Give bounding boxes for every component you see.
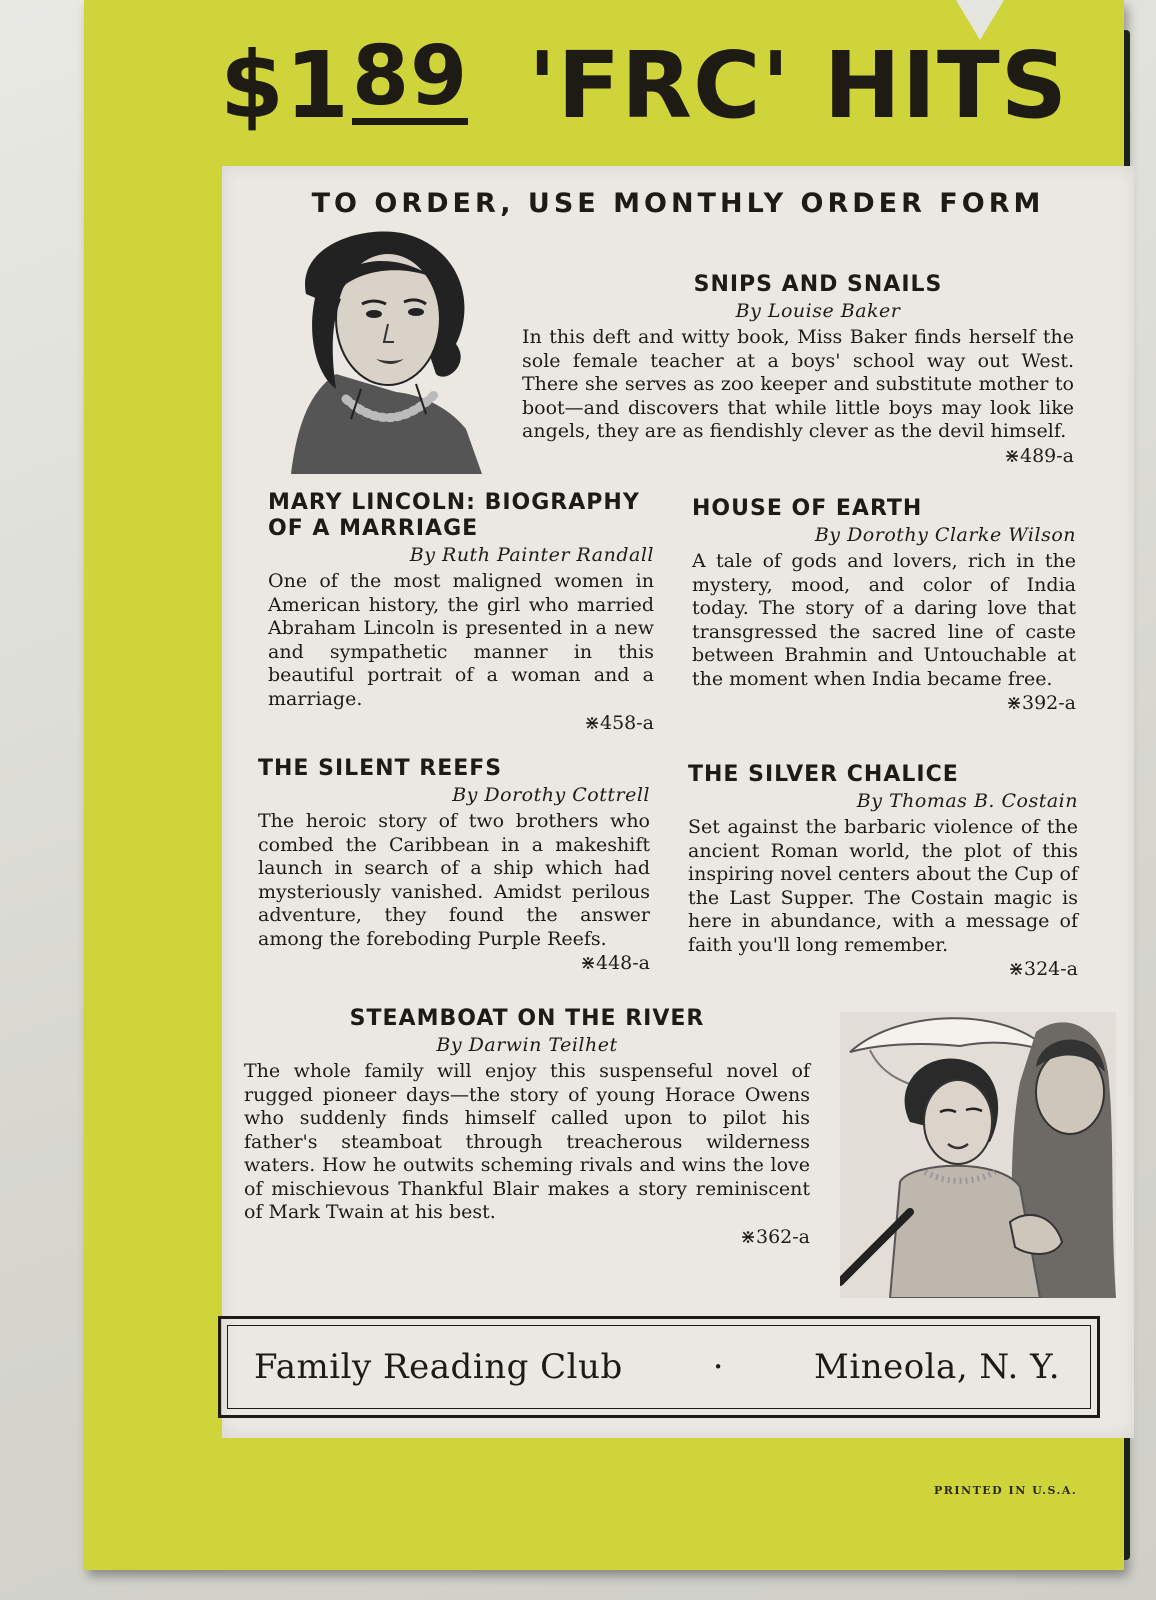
book-title: HOUSE OF EARTH [692, 496, 923, 521]
booklet-back-cover [84, 0, 1124, 1570]
book-code: ⋇489-a [1004, 444, 1074, 467]
couple-with-parasol-illustration [840, 1012, 1116, 1298]
book-entry [244, 1006, 810, 1249]
book-description: The heroic story of two brothers who combed the Caribbean in a makeshift launch in search of a ship which had mysteriously vanished. Amidst perilous adventure, they found the answer among the foreboding Purple Reefs. [258, 810, 650, 950]
book-entry [688, 762, 1078, 981]
book-author: By Ruth Painter Randall [409, 544, 654, 566]
book-code: ⋇448-a [580, 952, 650, 974]
book-title: THE SILENT REEFS [258, 756, 503, 781]
book-description: In this deft and witty book, Miss Baker finds herself the sole female teacher at a boys' school way out West. There she serves as zoo keeper and substitute mother to boot—and discovers that while little boys may look like angels, they are as fiendishly clever as the devil himself. [522, 326, 1074, 442]
club-footer-box [218, 1316, 1100, 1418]
book-code: ⋇392-a [1006, 692, 1076, 714]
footer-separator: · [712, 1347, 725, 1387]
book-code: ⋇324-a [1008, 958, 1078, 980]
printed-note: PRINTED IN U.S.A. [934, 1484, 1078, 1497]
book-description: Set against the barbaric violence of the ancient Roman world, the plot of this inspiring novel centers about the Cup of the Last Supper. The Costain magic is here in abundance, with a message of faith you'll long remember. [688, 816, 1078, 956]
book-author: By Dorothy Cottrell [452, 784, 650, 806]
book-author: By Darwin Teilhet [436, 1034, 618, 1056]
club-name: Family Reading Club [254, 1347, 623, 1387]
woman-portrait-illustration [276, 224, 482, 474]
book-entry [268, 490, 654, 735]
headline [184, 20, 1104, 150]
club-footer-inner [227, 1325, 1091, 1409]
price [220, 28, 469, 139]
book-title: STEAMBOAT ON THE RIVER [349, 1006, 705, 1031]
book-title: MARY LINCOLN: BIOGRAPHY OF A MARRIAGE [268, 490, 640, 541]
book-author: By Dorothy Clarke Wilson [814, 524, 1076, 546]
book-entry [258, 756, 650, 975]
book-code: ⋇362-a [740, 1225, 810, 1248]
headline-text: 'FRC' HITS [528, 31, 1068, 139]
book-code: ⋇458-a [584, 712, 654, 734]
order-instruction: TO ORDER, USE MONTHLY ORDER FORM [311, 188, 1045, 219]
book-description: The whole family will enjoy this suspenseful novel of rugged pioneer days—the story of young Horace Owens who suddenly finds himself called upon to pilot his father's steamboat through treacherous wilderness waters. How he outwits scheming rivals and wins the love of mischievous Thankful Blair makes a story reminiscent of Mark Twain at his best. [244, 1060, 810, 1223]
book-listing-panel [222, 166, 1134, 1438]
book-description: One of the most maligned women in American history, the girl who married Abraham Lincoln is presented in a new and sympathetic manner in this beautiful portrait of a woman and a marriage. [268, 570, 654, 710]
book-title: THE SILVER CHALICE [688, 762, 959, 787]
price-dollar: $1 [220, 31, 351, 139]
book-author: By Louise Baker [735, 300, 901, 322]
club-location: Mineola, N. Y. [814, 1347, 1060, 1387]
book-title: SNIPS AND SNAILS [693, 272, 943, 297]
book-author: By Thomas B. Costain [856, 790, 1078, 812]
book-entry [522, 272, 1074, 468]
price-cents: 89 [352, 28, 469, 124]
book-description: A tale of gods and lovers, rich in the mystery, mood, and color of India today. The story of a daring love that transgressed the sacred line of caste between Brahmin and Untouchable at the moment when India became free. [692, 550, 1076, 690]
book-entry [692, 496, 1076, 715]
